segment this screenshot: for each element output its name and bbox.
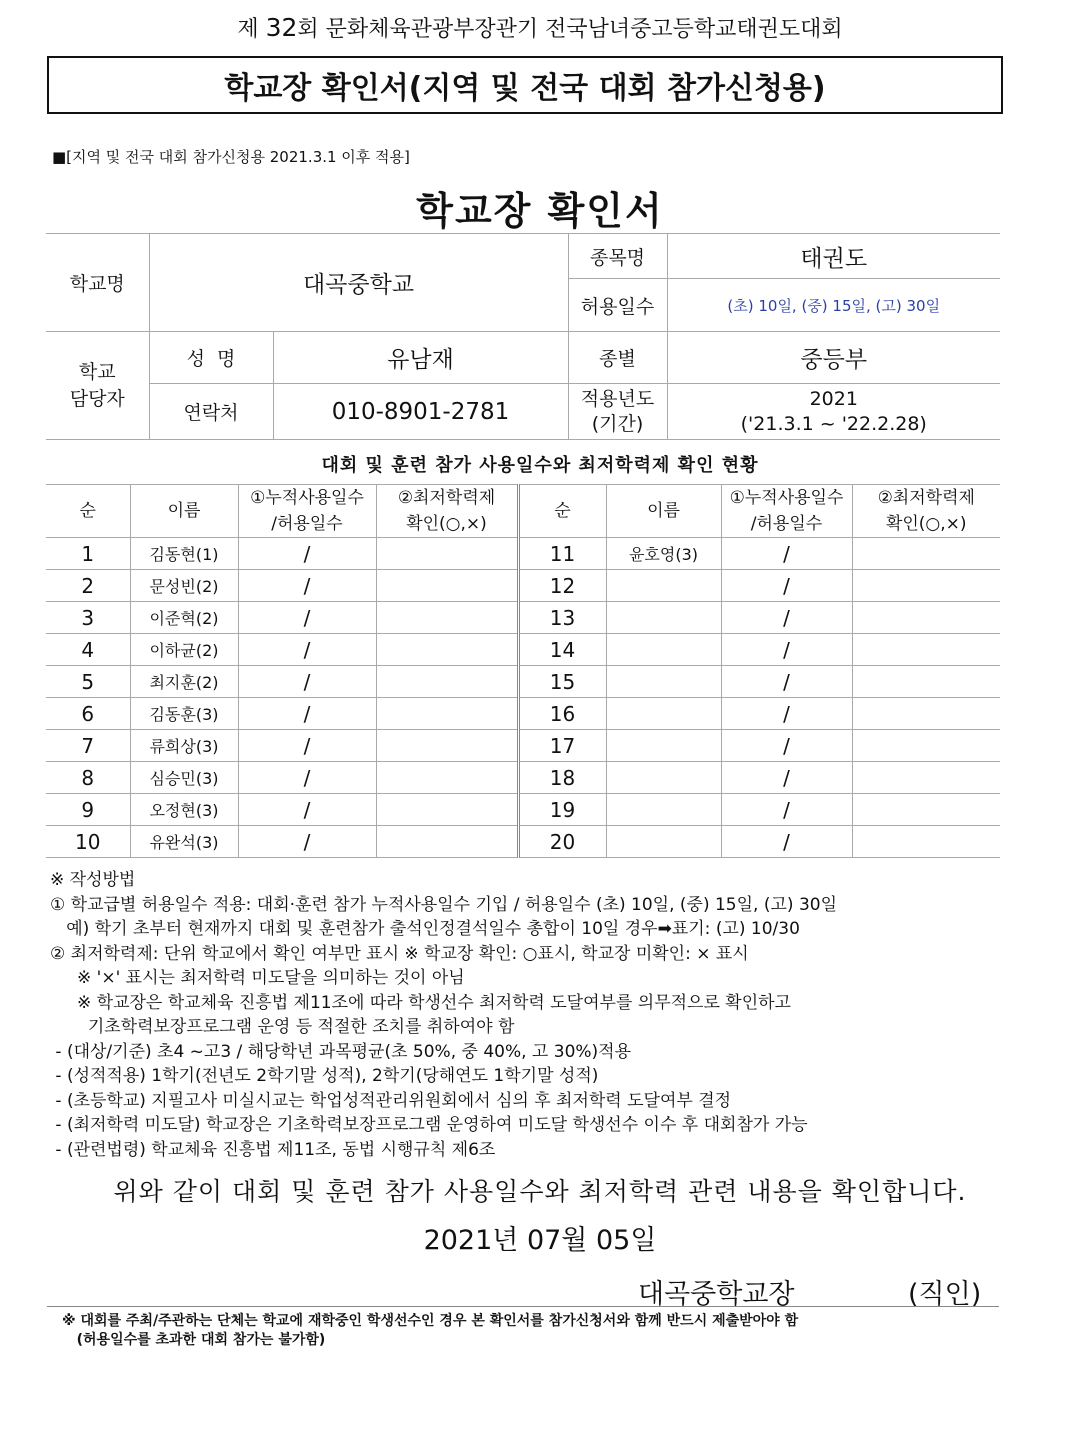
col-min-right: ②최저학력제 확인(○,×) [852, 485, 1000, 538]
row-number-right: 17 [518, 730, 606, 762]
table-row [46, 826, 1000, 858]
event-title [0, 12, 1080, 43]
student-name-right [606, 698, 721, 730]
row-number-right: 18 [518, 762, 606, 794]
student-name: 류희상(3) [130, 730, 238, 762]
note-line: - (대상/기준) 초4 ~고3 / 해당학년 과목평균(초 50%, 중 40%, 고 30%)적용 [50, 1041, 632, 1062]
notice-line: ■[지역 및 전국 대회 참가신청용 2021.3.1 이후 적용] [52, 148, 410, 166]
row-number-right: 12 [518, 570, 606, 602]
used-days: / [238, 570, 376, 602]
division-value: 중등부 [667, 332, 1000, 384]
student-name: 유완석(3) [130, 826, 238, 858]
sport-label: 종목명 [568, 234, 667, 279]
used-days: / [238, 826, 376, 858]
col-name: 이름 [130, 485, 238, 538]
row-number: 10 [46, 826, 130, 858]
contact-label: 학교 담당자 [46, 332, 149, 440]
row-number: 8 [46, 762, 130, 794]
used-days-right: / [721, 634, 852, 666]
footer-divider [47, 1306, 999, 1307]
table-row [46, 730, 1000, 762]
used-days: / [238, 698, 376, 730]
student-name-right [606, 762, 721, 794]
student-name: 이준혁(2) [130, 602, 238, 634]
note-line: - (성적적용) 1학기(전년도 2학기말 성적), 2학기(당해연도 1학기말 성적) [50, 1066, 599, 1086]
info-table [46, 233, 1000, 440]
division-label: 종별 [568, 332, 667, 384]
note-line: 기초학력보장프로그램 운영 등 적절한 조치를 취하여야 함 [50, 1017, 515, 1037]
table-row [46, 602, 1000, 634]
note-line: ※ 작성방법 [50, 870, 136, 890]
row-number: 5 [46, 666, 130, 698]
sport-value: 태권도 [667, 234, 1000, 279]
min-check-right [852, 794, 1000, 826]
min-check [376, 826, 518, 858]
row-number-right: 11 [518, 538, 606, 570]
name-label: 성 명 [149, 332, 273, 384]
allow-value: (초) 10일, (중) 15일, (고) 30일 [667, 279, 1000, 332]
row-number-right: 13 [518, 602, 606, 634]
student-name-right [606, 826, 721, 858]
note-line: - (관련법령) 학교체육 진흥법 제11조, 동법 시행규칙 제6조 [50, 1139, 496, 1160]
col-days-right: ①누적사용일수 /허용일수 [721, 485, 852, 538]
col-order-right: 순 [518, 485, 606, 538]
student-name: 김동현(1) [130, 538, 238, 570]
student-name: 이하균(2) [130, 634, 238, 666]
min-check-right [852, 666, 1000, 698]
min-check-right [852, 602, 1000, 634]
used-days: / [238, 602, 376, 634]
used-days-right: / [721, 666, 852, 698]
min-check [376, 634, 518, 666]
student-name-right [606, 602, 721, 634]
note-line: ※ 학교장은 학교체육 진흥법 제11조에 따라 학생선수 최저학력 도달여부를 의무적으로 확인하고 [50, 992, 791, 1013]
min-check [376, 730, 518, 762]
row-number-right: 15 [518, 666, 606, 698]
year-value: 2021 [809, 387, 858, 410]
min-check [376, 602, 518, 634]
row-number: 3 [46, 602, 130, 634]
table-header [46, 485, 1000, 538]
row-number: 6 [46, 698, 130, 730]
footnote [62, 1312, 1012, 1350]
note-line: - (초등학교) 지필고사 미실시교는 학업성적관리위원회에서 심의 후 최저학력 도달여부 결정 [50, 1090, 732, 1111]
footnote-line-2: (허용일수를 초과한 대회 참가는 불가함) [62, 1332, 326, 1348]
footnote-line-1: ※ 대회를 주최/주관하는 단체는 학교에 재학중인 학생선수인 경우 본 확인서를 참가신청서와 함께 반드시 제출받아야 함 [62, 1313, 799, 1329]
table-row [46, 570, 1000, 602]
min-check-right [852, 570, 1000, 602]
student-name: 최지훈(2) [130, 666, 238, 698]
used-days-right: / [721, 762, 852, 794]
row-number-right: 16 [518, 698, 606, 730]
min-check [376, 538, 518, 570]
period-value: ('21.3.1 ~ '22.2.28) [740, 412, 927, 435]
used-days: / [238, 538, 376, 570]
table-row [46, 794, 1000, 826]
table-row [46, 538, 1000, 570]
min-check-right [852, 634, 1000, 666]
name-value: 유남재 [273, 332, 568, 384]
allow-label: 허용일수 [568, 279, 667, 332]
event-name: 회 문화체육관광부장관기 전국남녀중고등학교태권도대회 [297, 17, 843, 42]
student-name-right [606, 730, 721, 762]
used-days: / [238, 730, 376, 762]
row-number-right: 19 [518, 794, 606, 826]
min-check-right [852, 826, 1000, 858]
student-name: 오정현(3) [130, 794, 238, 826]
used-days-right: / [721, 826, 852, 858]
row-number: 1 [46, 538, 130, 570]
used-days: / [238, 634, 376, 666]
year-cell [667, 384, 1000, 440]
note-line: ② 최저학력제: 단위 학교에서 확인 여부만 표시 ※ 학교장 확인: ○표시, 학교장 미확인: × 표시 [50, 943, 749, 964]
min-check [376, 698, 518, 730]
used-days-right: / [721, 794, 852, 826]
school-name: 대곡중학교 [149, 234, 568, 332]
event-prefix: 제 [237, 17, 266, 42]
min-check-right [852, 538, 1000, 570]
student-name-right [606, 634, 721, 666]
row-number: 9 [46, 794, 130, 826]
col-days: ①누적사용일수 /허용일수 [238, 485, 376, 538]
student-name-right [606, 794, 721, 826]
min-check-right [852, 762, 1000, 794]
student-name-right: 윤호영(3) [606, 538, 721, 570]
used-days-right: / [721, 730, 852, 762]
row-number: 4 [46, 634, 130, 666]
min-check [376, 794, 518, 826]
used-days: / [238, 666, 376, 698]
year-label: 적용년도 (기간) [568, 384, 667, 440]
student-name: 심승민(3) [130, 762, 238, 794]
row-number: 7 [46, 730, 130, 762]
phone-label: 연락처 [149, 384, 273, 440]
col-order: 순 [46, 485, 130, 538]
document-title: 학교장 확인서 [416, 189, 664, 233]
table-row [46, 698, 1000, 730]
min-check [376, 762, 518, 794]
min-check-right [852, 698, 1000, 730]
row-number-right: 14 [518, 634, 606, 666]
student-name-right [606, 570, 721, 602]
min-check [376, 666, 518, 698]
event-number: 32 [265, 13, 298, 42]
used-days-right: / [721, 602, 852, 634]
boxed-title: 학교장 확인서(지역 및 전국 대회 참가신청용) [47, 56, 1003, 114]
col-name-right: 이름 [606, 485, 721, 538]
table-row [46, 634, 1000, 666]
row-number-right: 20 [518, 826, 606, 858]
phone-value: 010-8901-2781 [273, 384, 568, 440]
used-days: / [238, 794, 376, 826]
note-line: 예) 학기 초부터 현재까지 대회 및 훈련참가 출석인정결석일수 총합이 10일 경우➡표기: (고) 10/30 [50, 919, 800, 939]
roster-table [46, 484, 1000, 858]
confirmation-statement: 위와 같이 대회 및 훈련 참가 사용일수와 최저학력 관련 내용을 확인합니다. [113, 1177, 967, 1206]
table-title: 대회 및 훈련 참가 사용일수와 최저학력제 확인 현황 [321, 455, 759, 476]
min-check-right [852, 730, 1000, 762]
col-min: ②최저학력제 확인(○,×) [376, 485, 518, 538]
row-number: 2 [46, 570, 130, 602]
note-line: - (최저학력 미도달) 학교장은 기초학력보장프로그램 운영하여 미도달 학생선수 이수 후 대회참가 가능 [50, 1115, 808, 1135]
student-name: 문성빈(2) [130, 570, 238, 602]
table-row [46, 666, 1000, 698]
student-name: 김동훈(3) [130, 698, 238, 730]
min-check [376, 570, 518, 602]
used-days: / [238, 762, 376, 794]
student-name-right [606, 666, 721, 698]
used-days-right: / [721, 538, 852, 570]
used-days-right: / [721, 570, 852, 602]
used-days-right: / [721, 698, 852, 730]
official-seal: (직인) [908, 1279, 982, 1310]
note-line: ※ '×' 표시는 최저학력 미도달을 의미하는 것이 아님 [50, 968, 465, 988]
confirmation-date: 2021년 07월 05일 [423, 1225, 657, 1256]
table-row [46, 762, 1000, 794]
note-line: ① 학교급별 허용일수 적용: 대회·훈련 참가 누적사용일수 기입 / 허용일수 (초) 10일, (중) 15일, (고) 30일 [50, 894, 838, 915]
school-label: 학교명 [46, 234, 149, 332]
writing-instructions [50, 868, 1010, 1162]
principal-signature: 대곡중학교장 [638, 1279, 795, 1310]
